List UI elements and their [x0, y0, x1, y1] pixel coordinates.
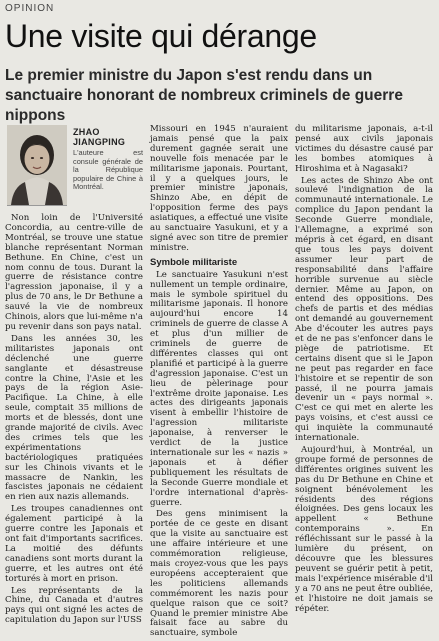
section-rubric: OPINION [5, 3, 55, 14]
article-body [5, 124, 433, 639]
paragraph: Le sanctuaire Yasukuni n'est nullement un temple ordinaire, mais le symbole spirituel du militarisme japonais. Il honore aujourd'hui encore 14 criminels de guerre de classe A et plus d'un millier de criminels de guerre de différentes classes qui ont planifié et participé à la guerre d'agression japonaise. C'est un lieu de pèlerinage pour l'extrême droite japonaise. Les actes des dirigeants japonais visent à embellir l'histoire de l'agression militariste japonaise, à renverser le verdict de la justice internationale sur les « nazis » japonais et à défier publiquement les résultats de la Seconde Guerre mondiale et l'ordre international d'après-guerre. [150, 269, 288, 508]
column-3 [295, 125, 433, 616]
author-bio: L'auteure est consule générale de la République populaire de Chine à Montréal. [73, 148, 143, 192]
paragraph: Les actes de Shinzo Abe ont soulevé l'indignation de la communauté internationale. Le complice du Japon pendant la Seconde Guerre mondiale, l'Allemagne, a exprimé son mépris à cet égard, en disant que tous les pays doivent assumer leur part de responsabilité dans l'affaire horrible survenue au siècle dernier. Même au Japon, on entend des oppositions. Des chefs de partis et des médias ont demandé au gouvernement Abe d'écouter les autres pays et de ne pas s'enfoncer dans le piège de patriotisme. Et certains disent que si le Japon ne peut pas regarder en face l'histoire et se repentir de son passé, il ne pourra jamais devenir un « pays normal ». C'est ce qui met en alerte les pays voisins, et c'est aussi ce qui inquiète la communauté internationale. [295, 175, 433, 444]
headline: Une visite qui dérange [5, 18, 317, 54]
paragraph: Aujourd'hui, à Montréal, un groupe formé de personnes de différentes origines suivent les pas du Dr Bethune en Chine et soignent bénévolement les résidents des régions éloignées. Des gens locaux les appellent « Bethune contemporains ». En réfléchissant sur le passé à la lumière du présent, on découvre que les blessures peuvent se guérir petit à petit, mais l'expérience misérable d'il y a 70 ans ne peut être oubliée, et l'histoire ne doit jamais se répéter. [295, 445, 433, 614]
author-box [5, 125, 143, 211]
paragraph: Les troupes canadiennes ont également participé à la guerre contre les Japonais et ont fait d'importants sacrifices. La moitié des défunts canadiens sont morts durant la guerre, et les autres ont été torturés à mort en prison. [5, 504, 143, 584]
column-2 [150, 125, 288, 641]
paragraph: Les représentants de la Chine, du Canada et d'autres pays qui ont signé les actes de capitulation du Japon sur l'USS [5, 585, 143, 626]
author-last-name: JIANGPING [73, 137, 126, 147]
author-name [73, 127, 143, 147]
column-1 [5, 125, 143, 628]
paragraph: du militarisme japonais, a-t-il pensé aux civils japonais victimes du désastre causé par les bombes atomiques à Hiroshima et à Nagasaki? [295, 124, 433, 174]
author-portrait-icon [7, 125, 67, 205]
paragraph: Missouri en 1945 n'auraient jamais pensé que la paix durement gagnée serait une nouvelle fois menacée par le militarisme japonais. Pourtant, il y a quelques jours, le premier ministre japonais, Shinzo Abe, en dépit de l'opposition ferme des pays asiatiques, a effectué une visite au sanctuaire Yasukuni, et y a signé avec son titre de premier ministre. [150, 124, 288, 253]
section-heading: Symbole militariste [150, 256, 238, 268]
paragraph: Non loin de l'Université Concordia, au centre-ville de Montréal, se trouve une statue blanche représentant Norman Bethune. En Chine, c'est un nom connu de tous. Durant la guerre de résistance contre l'agression japonaise, il y a plus de 70 ans, le Dr Bethune a sauvé la vie de nombreux Chinois, alors que lui-même n'a pu revenir dans son pays natal. [5, 213, 143, 332]
subheadline: Le premier ministre du Japon s'est rendu dans un sanctuaire honorant de nombreux criminels de guerre nippons [5, 67, 403, 124]
author-photo [7, 125, 67, 206]
author-first-name: ZHAO [73, 127, 100, 137]
paragraph: Des gens minimisent la portée de ce geste en disant que la visite au sanctuaire est une affaire intérieure et une commémoration religieuse, mais croyez-vous que les pays européens accepteraient que les politiciens allemands commémorent les nazis pour quelque raison que ce soit? Quand le premier ministre Abe faisait face au sabre du sanctuaire, symbole [150, 509, 288, 639]
paragraph: Dans les années 30, les militaristes japonais ont déclenché une guerre sanglante et désastreuse contre la Chine, l'Asie et les pays de la région Asie-Pacifique. La Chine, à elle seule, comptait 35 millions de morts et de blessés, dont une grande majorité de civils. Avec des crimes tels que les expérimentations bactériologiques pratiquées sur les Chinois vivants et le massacre de Nankin, les fascistes japonais ne cédaient en rien aux nazis allemands. [5, 333, 143, 503]
